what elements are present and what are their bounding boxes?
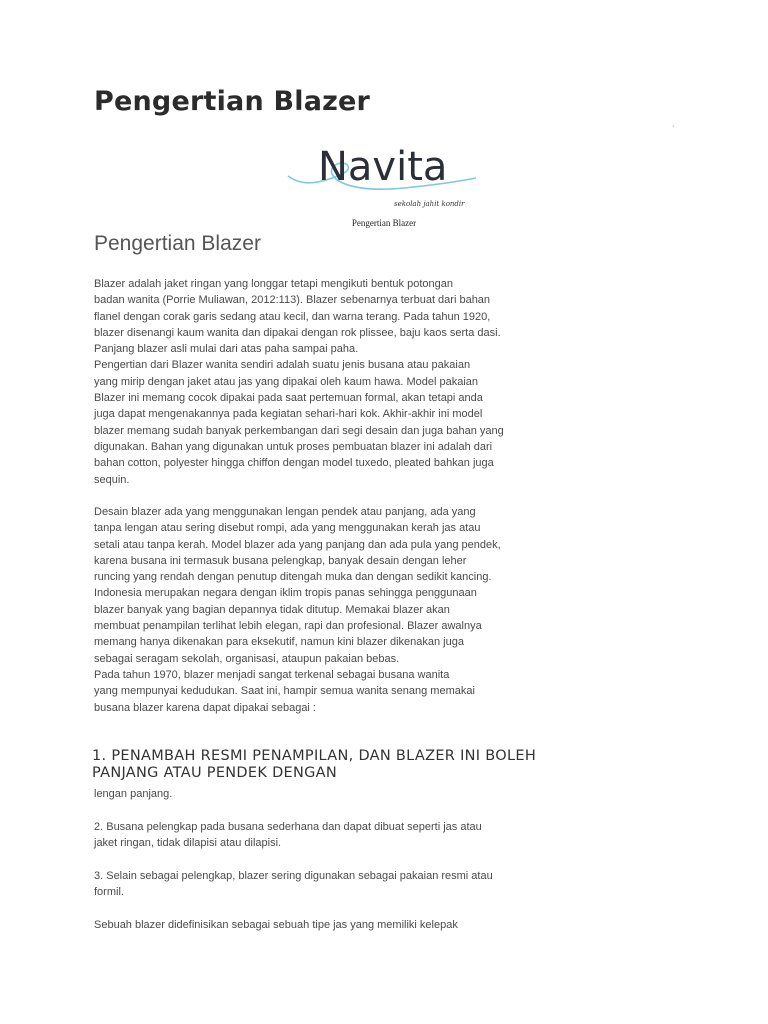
- heading-line: PANJANG ATAU PENDEK DENGAN: [92, 765, 338, 781]
- text-line: juga dapat mengenakannya pada kegiatan sehari-hari kok. Akhir-akhir ini model: [94, 408, 483, 421]
- section-heading: Pengertian Blazer: [94, 232, 261, 255]
- text-line: jaket ringan, tidak dilapisi atau dilapisi.: [94, 837, 282, 850]
- page-title: Pengertian Blazer: [94, 86, 371, 117]
- text-line: flanel dengan corak garis sedang atau kecil, dan warna terang. Pada tahun 1920,: [94, 310, 491, 323]
- heading-continuation: [94, 786, 554, 802]
- list-item-2: [94, 819, 554, 852]
- text-line: Desain blazer ada yang menggunakan lengan pendek atau panjang, ada yang: [94, 506, 476, 518]
- text-line: blazer memang sudah banyak perkembangan dari segi desain dan juga bahan yang: [94, 424, 504, 437]
- paragraph-1: [94, 276, 554, 488]
- text-line: yang mirip dengan jaket atau jas yang dipakai oleh kaum hawa. Model pakaian: [94, 375, 479, 388]
- navita-logo: [284, 136, 480, 212]
- text-line: 2. Busana pelengkap pada busana sederhana dan dapat dibuat seperti jas atau: [94, 821, 482, 833]
- heading-line: 1. PENAMBAH RESMI PENAMPILAN, DAN BLAZER INI BOLEH: [92, 748, 537, 764]
- text-line: runcing yang rendah dengan penutup ditengah muka dan dengan sedikit kancing.: [94, 571, 492, 584]
- text-line: membuat penampilan terlihat lebih elegan, rapi dan profesional. Blazer awalnya: [94, 620, 482, 633]
- logo-text: Navita: [318, 144, 448, 190]
- text-line: blazer banyak yang bagian depannya tidak ditutup. Memakai blazer akan: [94, 603, 450, 616]
- text-line: memang hanya dikenakan para eksekutif, namun kini blazer dikenakan juga: [94, 636, 464, 649]
- text-line: sequin.: [94, 473, 130, 486]
- text-line: Pada tahun 1970, blazer menjadi sangat terkenal sebagai busana wanita: [94, 668, 450, 681]
- logo-tagline: sekolah jahit kondir: [394, 200, 465, 208]
- text-line: Pengertian dari Blazer wanita sendiri adalah suatu jenis busana atau pakaian: [94, 359, 471, 372]
- text-line: formil.: [94, 886, 124, 899]
- text-line: karena busana ini termasuk busana pelengkap, banyak desain dengan leher: [94, 554, 467, 567]
- text-line: setali atau tanpa kerah. Model blazer ada yang panjang dan ada pula yang pendek,: [94, 538, 501, 551]
- text-line: sebagai seragam sekolah, organisasi, ataupun pakaian bebas.: [94, 652, 400, 665]
- text-line: Blazer ini memang cocok dipakai pada saat pertemuan formal, akan tetapi anda: [94, 392, 483, 405]
- text-line: 3. Selain sebagai pelengkap, blazer sering digunakan sebagai pakaian resmi atau: [94, 870, 493, 882]
- text-line: badan wanita (Porrie Muliawan, 2012:113). Blazer sebenarnya terbuat dari bahan: [94, 294, 491, 307]
- list-item-3: [94, 868, 554, 901]
- text-line: Sebuah blazer didefinisikan sebagai sebuah tipe jas yang memiliki kelepak: [94, 919, 458, 931]
- paragraph-2: [94, 504, 554, 716]
- text-line: Indonesia merupakan negara dengan iklim tropis panas sehingga penggunaan: [94, 587, 477, 600]
- final-paragraph: [94, 917, 554, 933]
- text-line: Blazer adalah jaket ringan yang longgar tetapi mengikuti bentuk potongan: [94, 278, 453, 290]
- text-line: lengan panjang.: [94, 788, 173, 800]
- text-line: busana blazer karena dapat dipakai sebagai :: [94, 701, 316, 714]
- text-line: bahan cotton, polyester hingga chiffon dengan model tuxedo, pleated bahkan juga: [94, 457, 494, 470]
- text-line: yang mempunyai kedudukan. Saat ini, hampir semua wanita senang memakai: [94, 685, 475, 698]
- text-line: digunakan. Bahan yang digunakan untuk proses pembuatan blazer ini adalah dari: [94, 440, 493, 453]
- text-line: tanpa lengan atau sering disebut rompi, ada yang menggunakan kerah jas atau: [94, 522, 481, 535]
- text-line: blazer disenangi kaum wanita dan dipakai dengan rok plissee, baju kaos serta dasi.: [94, 326, 501, 339]
- image-caption: Pengertian Blazer: [351, 218, 417, 228]
- list-heading-1: [92, 748, 652, 782]
- text-line: Panjang blazer asli mulai dari atas paha sampai paha.: [94, 343, 359, 356]
- stray-dot: ·: [672, 122, 675, 131]
